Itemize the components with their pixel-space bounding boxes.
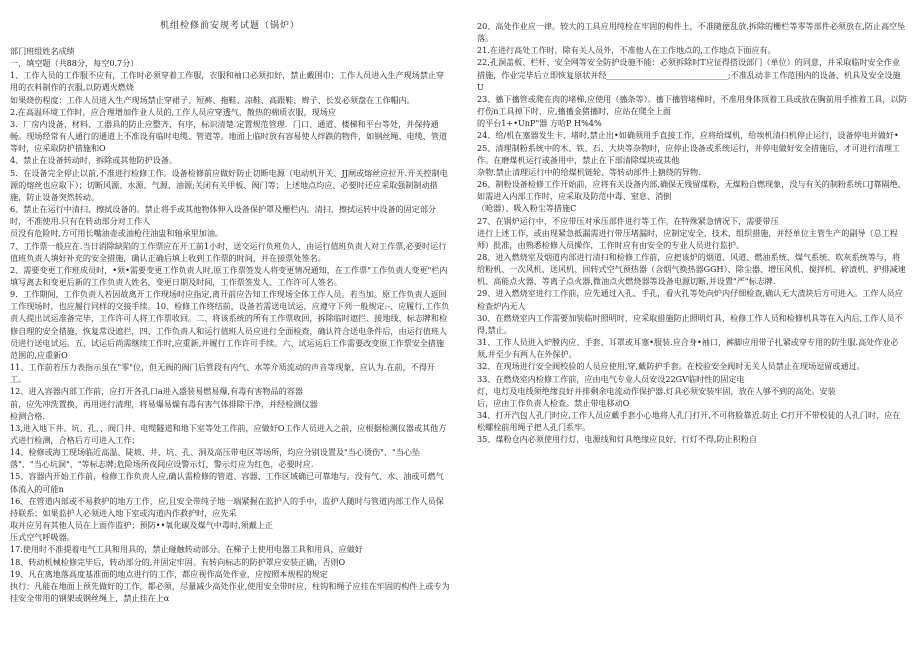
right-text-line: 21.在进行高处工作时，除有关人员外，不准他人在工作地点的,工作地点下面应有。 <box>477 45 776 56</box>
right-text-line: 25、清理制粉系统中的木、铁、石、大块等杂物时，应停止设备或系统运行，并停电做好安全措施后，才可进行清理工作。在磨煤机运行或备用中，禁止在下部清除煤块或其他 <box>477 142 901 165</box>
right-text-line: 35、煤粉仓内必须使用行灯，电源线和灯具绝缘应良好，行灯不得,防止积粉自 <box>477 434 757 445</box>
left-text-line: 13,进入地下井、坑、孔、、阀门井、电缆隧道和地下室等处工作前，应做好O工作人员进入之前，应根据检测仪器或其他方式进行检测，合格后方可进入工作； <box>10 422 447 445</box>
right-text-line: 24、给/机在塞器发生卡、堵时,禁止出•如确须用手直接工作，应将给煤机，给埃机清扫机停止运行，设备停电并做好• <box>477 130 899 141</box>
right-text-line: 杂物.禁止清理运行中的给煤机链轮、等转动部件上搪绕的异物. <box>477 166 701 177</box>
left-column-body <box>10 45 450 604</box>
right-text-line: 23、搐下搐管或爬在肉的堵梯,应使用（搐条等）。搐下搐管堵梯时，不准用身体顶着工具或放在胸前用手推着工具，以防打伤n工具掉下时，应,搐搐金猪搐时，应站在爬全上面 <box>477 93 907 117</box>
right-text-line: 32、在现场进行安全阀校验的人员应使用,穿,戴防护手套。在校验安全阀时无关人员禁止在现场逗留或通过。 <box>477 361 865 372</box>
right-text-line: 进行上述工作，或由现紧急抵漏需进行带压堵漏时，应制定安全、技术、组织措施，并经单位主管生产的副导（总工程师）批准，由熟悉检修人员操作，工作时应有由安全的专业人员进行监护。 <box>477 227 898 250</box>
left-text-line: 3．厂房内设备、材料、工器具的防止应整齐、有序，标识清楚.定置规范管理．门口、通道、楼梯和平台等处，并保持通畅。现场经常有人通行的通道上不准设有临时电缆、管道等。地面上临时放有容易使人绊跌的物件，如钢丝绳、电缆、管道等时，应采取防护措施和O <box>10 118 448 154</box>
left-text-line: 19、凡在离地落高度基准面的地点进行的工作，都应视作高处作业，应按照本规程的规定 <box>10 568 328 579</box>
right-text-line: 20、高处作业应一律。较大的工具应用纯栓在牢固的构件上，不准随便乱放.拆除的栅栏等零等部件必须放在,防止高空坠落。 <box>477 21 906 44</box>
left-text-line: 如果烧伤程度：工作人员进入生产现场禁止穿裙子、短裤、拖鞋、凉鞋、高跟鞋、辫子、长发必须盘在工作帽内。 <box>10 94 415 105</box>
left-text-line: 执行：凡能在地面上预先做好的工作，都必须，尽量减少高处作业,使用安全带时应，柱钩和绳子应挂在牢固的构件上或专为挂安全带用的钢架或钢丝绳上，禁止挂在上α <box>10 580 450 604</box>
right-column-body <box>477 20 907 445</box>
left-text-line: 11、工作前若压力表指示虽在"零"位，但无阀的阀门后管段有内气、水等介质流动的声音等现象，应认为.在前，不得开工。 <box>10 362 436 385</box>
left-column <box>10 20 450 604</box>
right-text-line: 33、在燃烧室内检修工作前，应由电气专业人员安设22GV临时性的固定电 <box>477 373 745 384</box>
left-text-line: 前，应先冲洗置换，再用进行清理，将易爆易燥有毒有害气体排除干净，并经检测仪器 <box>10 398 318 409</box>
left-text-line: 检测合格. <box>10 410 45 421</box>
right-text-line: 34、打开汽包人孔门时应,工作人员应戴手套小心地将人孔门打开,不可将脸靠近.防止 C打开不带校徒的人孔门时，应在松螺栓前用绳子把人孔门系牢。 <box>477 410 901 433</box>
left-text-line: 17.使用时不准提着电气工具和用具的，禁止碰触转动部分。在梯子上使用电器工具和用具，应做好 <box>10 544 363 555</box>
left-text-line: 1、工作人员的工作服不应有，工作时必须穿着工作服，衣服和袖口必须扣好，禁止戴围巾；工作人员进入生产现场禁止穿用的衣料制作的衣服,以防遇火燃烧 <box>10 70 445 93</box>
left-text-line: 2.在高温环境工作时，应合理增加作业人员的,工作人员应穿透气，散热的棉质衣服，现场应 <box>10 106 336 117</box>
document-title: 机组检修前安规考试题（锅炉） <box>159 21 300 31</box>
left-text-line: 4、禁止在设备转动时，拆除或其他防护设备。 <box>10 155 178 166</box>
right-text-line: 29、进入燃烧室进行工作前，应先通过入孔、手孔，看火孔等处向炉内仔细检查,确认无大渣块后方可进入。工作人员应检查炉内无人 <box>477 288 903 311</box>
right-text-line: （呛器）、吸入粉尘等措施C <box>477 203 577 214</box>
left-text-line: 压式空气呼吸器。 <box>10 532 75 543</box>
right-text-line: 26、制粉设备检修工作开始前，应将有关设备内部,确保无残留煤粉，无煤粉自燃现象，没与有关的制粉系统口J靠隔绝，如需进入内部工作时，应采取及防范中毒、窒息、消倒 <box>477 179 906 202</box>
left-text-line: 9．工作期间，工作负责人若因故离开工作现场时应指定,离开前应告知工作现场全体工作人员。若当加。原工作负责人返回工作现场时，也应履行同样的交接手续。10、检修工作终结前，设备若需送电试运，应遵守下列一般规定:-、应履行,工作负责人提出试运准备完毕，工作许可人将工作票收回。二、将该系统的所有工作票收回，拆除临时遮拦、接地线、标志牌和检修自理的安全措施，恢复常设遮拦，四、工作负责人和运行值班人员应进行全面检查，确认符合送电条件后，由运行值班人员进行送电试运。五、试运后尚需继续工作时,应重新,并履行工作许可手续。六、试运运后工作需要改变原工作票安全措施范围的,应重新O <box>10 289 450 360</box>
left-text-line: 取并应另有其他人员在上面作监护；预防••氧化碳及煤气中毒时,须戴上正 <box>10 520 274 531</box>
left-text-line: 7、工作票一般应在.当日消除缺陷的工作票应在开工前1小时，送交运行负班负人，由运行值班负责人对工作票,必要时运行值班负责人填好补充的安全措施，确认正确后填上收到工作票的时间，并在接票处签名。 <box>10 240 447 263</box>
left-text-line: 12、进入容器内部工作前，应打开各孔口a进入盛装易燃易爆,有毒有害物品的容器 <box>10 386 303 397</box>
right-text-line: 后，应由工作负责人检查。禁止带电移动O <box>477 397 630 408</box>
left-text-line: 2、需要变更工作班成员时，•须•需要变更工作负责人时,原工作票签发人将变更情况通知，在工作票"工作负责人变更"栏内填写离去和变更后新的工作负责人姓名，变更日期及时间，工作票签发人、工作许可人签名。 <box>10 264 448 287</box>
left-text-line: 6、禁止在运行中清扫、擦拭设备的。禁止将手或其他物体伸入设备保护罩及栅栏内。清扫、擦拭运转中设备的固定部分时，不准使用.只有在转动部分对工作人 <box>10 204 437 227</box>
left-text-line: 14、检修或海工现场临近高温、陡坡、井、坑、孔、洞及高压带电区等场所，均应分别设置及"当心烫伤"、"当心坠落"、"当心坑洞"、"等标志牌;危险场所夜间应设警示灯，警示灯应为红色，必要时应. <box>10 447 420 470</box>
right-text-line: 30、在燃烧室内工作需要加装临时照明时，应采取措施防止照明灯具，检修工作人员和检修机具等在入内后,工作人员不得,禁止。 <box>477 312 903 335</box>
right-text-line: 的平台1+•UnP"器 方哈P H%4% <box>477 118 602 129</box>
right-text-line: 灯，电灯及电线须绝缘良好并排剩余电流动作保护器.灯具必须安装牢固，放在人够不到的高处。安装 <box>477 385 836 396</box>
right-text-line: 27、在锅炉运行中，不应带压对承压部件进行等工作。在特殊紧急情况下，需要带压 <box>477 215 779 226</box>
left-text-line: 部门班组姓名成绩 <box>10 46 75 56</box>
left-text-line: 16、在管道内部或不易救护的地方工作，应,且安全带纯子地一端紧握在监护人的手中，监护人随时与管道内部工作人员保持联系；如果监护人必须进入地下室或沟道内作救护时，应先采 <box>10 495 444 518</box>
right-column <box>477 20 907 445</box>
left-text-line: 员没有危险时,方可用长嘴油壶或油枪往油盅和轴承里加油。 <box>10 228 224 239</box>
right-text-line: 22,孔洞盖板、栏杆、安全网等安全防护设施不能：必须拆除时T应征得搭设部门（单位）的同意，并采取临时安全作业措施，作业完毕后立即恢复原状并经______________________________;不准乱动非工作范围内的设备、机具及安全设施U <box>477 57 901 92</box>
left-text-line: 5．在设备完全停止以前,不准进行检修工作。设备检修前应做好防止切断电源（电动机开关、JJ闸或熔丝应拉开.开关控制电源的熔丝也应取下）；切断风源、水源、气源、油源;关闭有关甲板、阀门等；上述地点均应、必要时还应采取强制制动措施，防止设备突然转动。 <box>10 167 448 202</box>
left-text-line: 18、转动机械检修完毕后，转动部分的,并固定牢固。有转向标志的防护罩应安装正确，否则O <box>10 556 346 567</box>
right-text-line: 31、工作人员进入炉膛内应、手套、耳罩或耳塞•服装.应合身•袖口，裤脚应用带子扎紧或穿专用的防生服.高处作业必须,并至少有两人在外保护。 <box>477 337 899 360</box>
right-text-line: 28、进入燃烧室及烟道内部进行清扫和检修工作前，应把该炉的烟道、风道、燃油系统、煤气系统、吹灰系统等与，将给粉机、一次风机、送风机、回转式空气预热器（含烟气换热器GGH）、除尘器、增压风机、搅拌机、碎渣机、护排减速机、高能点火器、等离子点火器,微油点火燃烧器等设备电源切断,并设置"严"标志牌. <box>477 251 906 287</box>
left-text-line: 15、容器内开始工作前，检修工作负责人应,确认需检修的管道、容器、工作区域确已可靠地与。没有气、水、油或可燃气体流入的可能n <box>10 471 444 494</box>
left-text-line: 一，填空题（共88分，每空0.7分） <box>10 58 139 69</box>
